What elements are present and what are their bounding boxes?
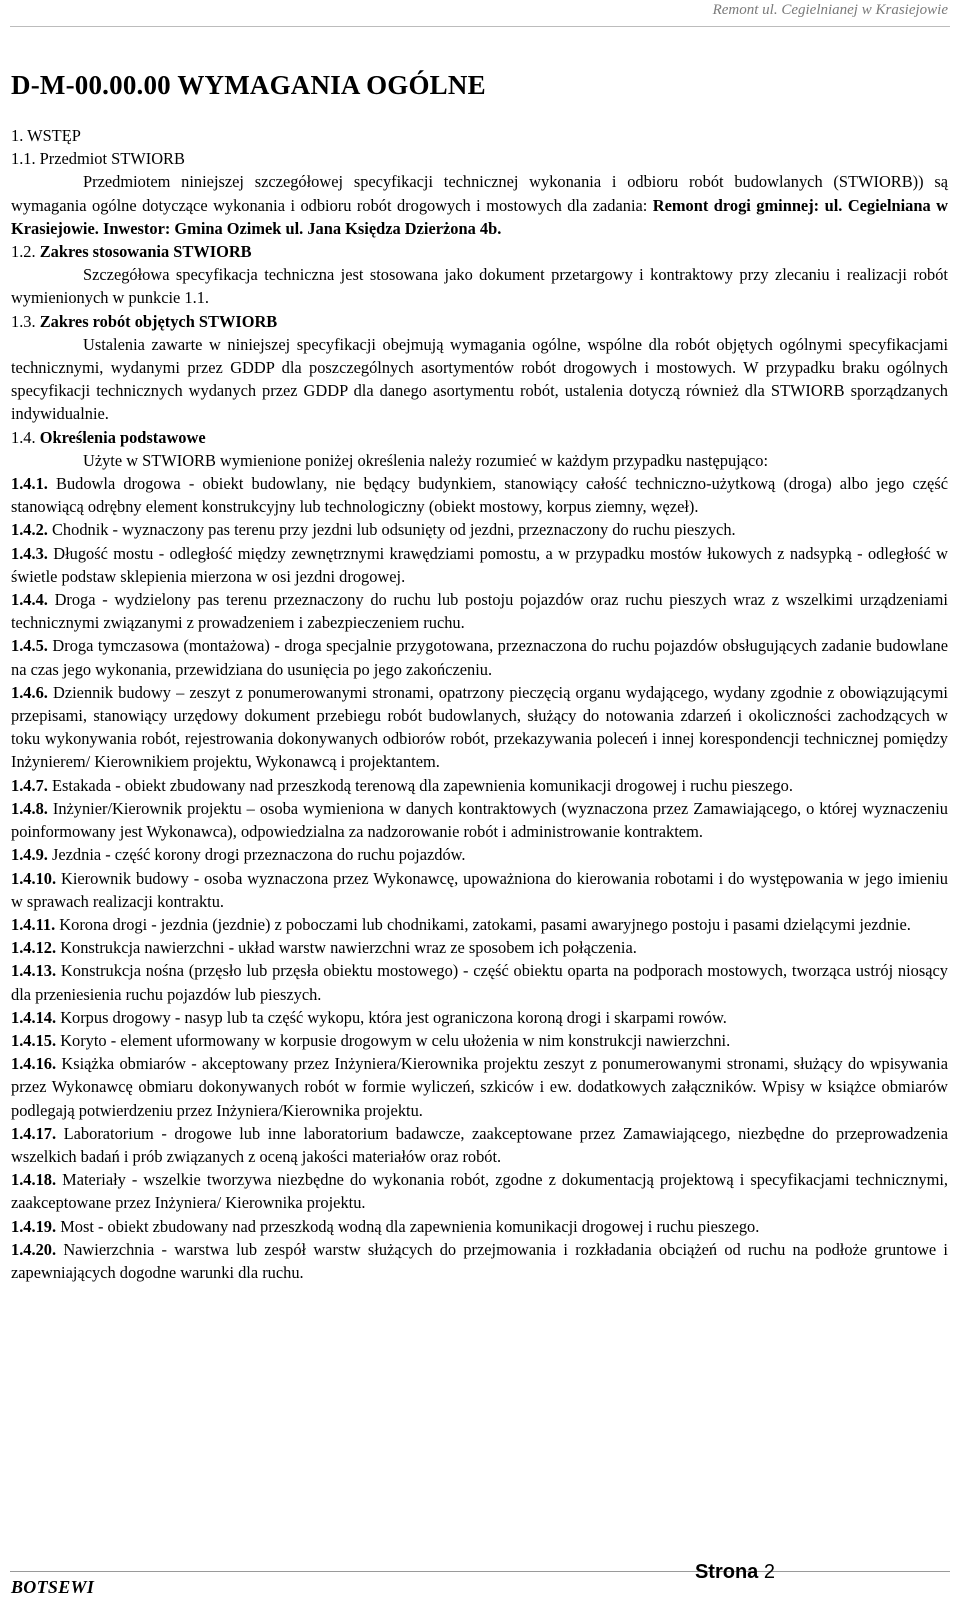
- definition-number: 1.4.17.: [11, 1123, 57, 1143]
- definition-item: [11, 1122, 948, 1168]
- definition-number: 1.4.20.: [11, 1239, 57, 1259]
- definition-text: Długość mostu - odległość między zewnętrznymi krawędziami pomostu, a w przypadku mostów łukowych z nadsypką - odległość w świetle podstaw sklepienia mierzona w osi jezdni drogowej.: [11, 543, 948, 586]
- definition-number: 1.4.1.: [11, 474, 48, 494]
- definition-item: [11, 959, 948, 1005]
- definition-number: 1.4.19.: [11, 1216, 57, 1236]
- section-1-1-body: [11, 170, 948, 240]
- definition-text: Materiały - wszelkie tworzywa niezbędne do wykonania robót, zgodne z dokumentacją projektową i specyfikacjami technicznymi, zaakceptowane przez Inżyniera/ Kierownika projektu.: [11, 1170, 948, 1213]
- definition-number: 1.4.11.: [11, 914, 56, 934]
- section-number: 1.4.: [11, 427, 36, 447]
- definition-text: Kierownik budowy - osoba wyznaczona przez Wykonawcę, upoważniona do kierowania robotami i do występowania w jego imieniu w sprawach realizacji kontraktu.: [11, 868, 948, 911]
- definition-text: Chodnik - wyznaczony pas terenu przy jezdni lub odsunięty od jezdni, przeznaczony do ruchu pieszych.: [52, 520, 736, 540]
- definition-item: [11, 472, 948, 518]
- definition-item: [11, 1052, 948, 1122]
- section-1-1-project: Remont drogi gminnej: ul. Cegielniana w Krasiejowie. Inwestor: Gmina Ozimek ul. Jana Księdza Dzierżona 4b.: [11, 195, 948, 238]
- definition-item: [11, 542, 948, 588]
- section-title: Określenia podstawowe: [39, 427, 206, 447]
- definition-text: Dziennik budowy – zeszyt z ponumerowanymi stronami, opatrzony pieczęcią organu wydającego, wydany zgodnie z obowiązującymi przepisami, stanowiący urzędowy dokument przebiegu robót budowlanych, służący do notowania zdarzeń i okoliczności zachodzących w toku wykonywania robót, rejestrowania dokonywanych odbiorów robót, przekazywania poleceń i innej korespondencji technicznej pomiędzy Inżynierem/ Kierownikiem projektu, Wykonawcą i projektantem.: [11, 682, 948, 772]
- definition-number: 1.4.8.: [11, 798, 48, 818]
- definition-number: 1.4.14.: [11, 1007, 57, 1027]
- definition-text: Droga tymczasowa (montażowa) - droga specjalnie przygotowana, przeznaczona do ruchu pojazdów obsługujących zadanie budowlane na czas jego wykonania, przewidziana do usunięcia po jego zakończeniu.: [11, 636, 948, 679]
- definition-text: Jezdnia - część korony drogi przeznaczona do ruchu pojazdów.: [52, 845, 466, 865]
- definition-number: 1.4.18.: [11, 1170, 57, 1190]
- definition-number: 1.4.9.: [11, 845, 48, 865]
- section-heading-1: 1. WSTĘP: [11, 126, 81, 145]
- section-title: Zakres robót objętych STWIORB: [39, 311, 278, 331]
- section-heading-1-3: [11, 310, 948, 333]
- definition-text: Inżynier/Kierownik projektu – osoba wymieniona w danych kontraktowych (wyznaczona przez Zamawiającego, o której wyznaczeniu poinformowany jest Wykonawca), odpowiedzialna za nadzorowanie robót i administrowanie kontraktem.: [11, 798, 948, 842]
- definition-item: [11, 1006, 948, 1029]
- definition-text: Koryto - element uformowany w korpusie drogowym w celu ułożenia w nim konstrukcji nawierzchni.: [60, 1030, 731, 1050]
- definition-item: [11, 936, 948, 959]
- section-title: Zakres stosowania STWIORB: [39, 242, 252, 262]
- definition-number: 1.4.12.: [11, 938, 57, 958]
- page-number: [695, 1561, 775, 1584]
- definition-number: 1.4.4.: [11, 590, 48, 610]
- definition-text: Książka obmiarów - akceptowany przez Inżyniera/Kierownika projektu zeszyt z ponumerowanymi stronami, służący do wpisywania przez Wykonawcę obmiaru dokonywanych robót w formie wyliczeń, szkiców i ew. dodatkowych załączników. Wpisy w książce obmiarów podlegają potwierdzeniu przez Inżyniera/Kierownika projektu.: [11, 1054, 948, 1120]
- section-1-3-body: Ustalenia zawarte w niniejszej specyfikacji obejmują wymagania ogólne, wspólne dla robót objętych ogólnymi specyfikacjami technicznymi, wydanymi przez GDDP dla poszczególnych asortymentów robót drogowych i mostowych. W przypadku braku ogólnych specyfikacji technicznych wydanych przez GDDP dla danego asortymentu robót, ustalenia dotyczą również dla STWIORB sporządzanych indywidualnie.: [11, 334, 948, 424]
- definition-item: [11, 1238, 948, 1284]
- header-divider: [10, 26, 950, 27]
- page-number-value: 2: [763, 1561, 775, 1583]
- running-header: Remont ul. Cegielnianej w Krasiejowie: [712, 2, 948, 18]
- section-1-2-body: Szczegółowa specyfikacja techniczna jest stosowana jako dokument przetargowy i kontraktowy przy zlecaniu i realizacji robót wymienionych w punkcie 1.1.: [11, 265, 948, 308]
- definition-item: [11, 797, 948, 843]
- definition-item: [11, 867, 948, 913]
- definition-text: Korona drogi - jezdnia (jezdnie) z poboczami lub chodnikami, zatokami, pasami awaryjnego postoju i pasami dzielącymi jezdnie.: [59, 914, 911, 934]
- definition-item: [11, 1168, 948, 1214]
- section-heading-1-2: [11, 240, 948, 263]
- definition-number: 1.4.5.: [11, 636, 48, 656]
- document-body: [11, 124, 948, 1284]
- page-title: D-M-00.00.00 WYMAGANIA OGÓLNE: [11, 70, 486, 100]
- section-heading-1-1: 1.1. Przedmiot STWIORB: [11, 149, 185, 169]
- definition-text: Estakada - obiekt zbudowany nad przeszkodą terenową dla zapewnienia komunikacji drogowej i ruchu pieszego.: [52, 775, 793, 795]
- footer-company: BOTSEWI: [11, 1577, 95, 1597]
- definition-text: Nawierzchnia - warstwa lub zespół warstw służących do przejmowania i rozkładania obciążeń od ruchu na podłoże gruntowe i zapewniających dogodne warunki dla ruchu.: [11, 1239, 948, 1282]
- section-number: 1.3.: [11, 311, 36, 331]
- definition-number: 1.4.2.: [11, 520, 48, 540]
- definition-item: [11, 681, 948, 774]
- definition-item: [11, 588, 948, 634]
- page-label: Strona: [694, 1561, 759, 1583]
- section-1-1-text: Przedmiotem niniejszej szczegółowej specyfikacji technicznej wykonania i odbioru robót budowlanych (STWIORB)) są wymagania ogólne dotyczące wykonania i odbioru robót drogowych i mostowych dla zadania:: [11, 172, 948, 215]
- definition-number: 1.4.16.: [11, 1054, 57, 1074]
- definition-item: [11, 913, 948, 936]
- definition-item: [11, 774, 948, 797]
- definition-text: Budowla drogowa - obiekt budowlany, nie będący budynkiem, stanowiący całość techniczno-użytkową (droga) albo jego część stanowiącą odrębny element konstrukcyjny lub technologiczny (obiekt mostowy, korpus ziemny, węzeł).: [11, 474, 948, 517]
- definition-text: Most - obiekt zbudowany nad przeszkodą wodną dla zapewnienia komunikacji drogowej i ruchu pieszego.: [60, 1216, 760, 1236]
- definition-item: [11, 843, 948, 866]
- definition-text: Konstrukcja nośna (przęsło lub przęsła obiektu mostowego) - część obiektu oparta na podporach mostowych, tworząca ustrój niosący dla przeniesienia ruchu pojazdów lub pieszych.: [11, 961, 948, 1004]
- section-1-4-body: Użyte w STWIORB wymienione poniżej określenia należy rozumieć w każdym przypadku następująco:: [83, 450, 768, 470]
- definition-number: 1.4.15.: [11, 1030, 57, 1050]
- footer-divider: [10, 1571, 950, 1572]
- definition-text: Droga - wydzielony pas terenu przeznaczony do ruchu lub postoju pojazdów oraz ruchu pieszych wraz z wszelkimi urządzeniami technicznymi związanymi z prowadzeniem i zabezpieczeniem ruchu.: [11, 590, 948, 633]
- definition-item: [11, 518, 948, 541]
- definition-item: [11, 1215, 948, 1238]
- definition-number: 1.4.3.: [11, 543, 48, 563]
- definition-text: Konstrukcja nawierzchni - układ warstw nawierzchni wraz ze sposobem ich połączenia.: [60, 938, 637, 958]
- section-heading-1-4: [11, 426, 948, 449]
- definition-number: 1.4.6.: [11, 682, 48, 702]
- definition-text: Laboratorium - drogowe lub inne laboratorium badawcze, zaakceptowane przez Zamawiającego, niezbędne do przeprowadzenia wszelkich badań i prób związanych z oceną jakości materiałów oraz robót.: [11, 1123, 948, 1166]
- definition-number: 1.4.7.: [11, 775, 48, 795]
- definition-number: 1.4.10.: [11, 868, 57, 888]
- section-number: 1.2.: [11, 242, 36, 262]
- definition-text: Korpus drogowy - nasyp lub ta część wykopu, która jest ograniczona koroną drogi i skarpami rowów.: [60, 1007, 727, 1027]
- definition-number: 1.4.13.: [11, 961, 57, 981]
- definition-item: [11, 634, 948, 680]
- definition-item: [11, 1029, 948, 1052]
